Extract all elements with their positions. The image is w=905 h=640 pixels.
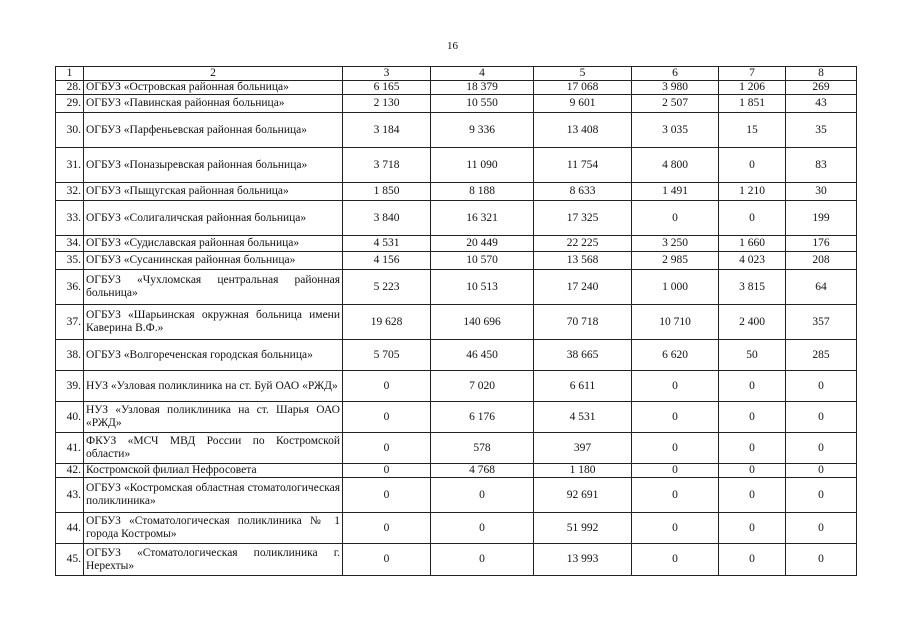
row-number: 30. bbox=[56, 113, 84, 148]
row-number: 37. bbox=[56, 305, 84, 340]
value-col-4: 46 450 bbox=[431, 340, 534, 371]
table-row bbox=[56, 183, 857, 201]
organization-name: ОГБУЗ «Волгореченская городская больница» bbox=[84, 340, 343, 371]
organization-name: ОГБУЗ «Парфеньевская районная больница» bbox=[84, 113, 343, 148]
value-col-8: 0 bbox=[786, 513, 857, 544]
row-number: 36. bbox=[56, 270, 84, 305]
value-col-8: 176 bbox=[786, 236, 857, 252]
value-col-3: 5 705 bbox=[343, 340, 431, 371]
table-row bbox=[56, 81, 857, 95]
value-col-5: 6 611 bbox=[534, 371, 632, 402]
value-col-8: 285 bbox=[786, 340, 857, 371]
value-col-8: 0 bbox=[786, 544, 857, 576]
organization-name: ОГБУЗ «Пыщугская районная больница» bbox=[84, 183, 343, 201]
table-row bbox=[56, 464, 857, 478]
value-col-5: 70 718 bbox=[534, 305, 632, 340]
value-col-8: 35 bbox=[786, 113, 857, 148]
value-col-4: 578 bbox=[431, 433, 534, 464]
row-number: 43. bbox=[56, 478, 84, 513]
value-col-5: 51 992 bbox=[534, 513, 632, 544]
value-col-5: 1 180 bbox=[534, 464, 632, 478]
value-col-4: 10 550 bbox=[431, 95, 534, 113]
table-row bbox=[56, 478, 857, 513]
value-col-4: 10 513 bbox=[431, 270, 534, 305]
value-col-4: 0 bbox=[431, 513, 534, 544]
value-col-7: 1 210 bbox=[719, 183, 786, 201]
table-row bbox=[56, 252, 857, 270]
table-row bbox=[56, 340, 857, 371]
value-col-6: 3 250 bbox=[632, 236, 719, 252]
value-col-3: 0 bbox=[343, 433, 431, 464]
value-col-7: 15 bbox=[719, 113, 786, 148]
value-col-5: 13 408 bbox=[534, 113, 632, 148]
value-col-8: 30 bbox=[786, 183, 857, 201]
table-row bbox=[56, 95, 857, 113]
value-col-5: 13 993 bbox=[534, 544, 632, 576]
table-row bbox=[56, 544, 857, 576]
page-number: 16 bbox=[447, 40, 458, 52]
value-col-3: 0 bbox=[343, 464, 431, 478]
value-col-6: 1 000 bbox=[632, 270, 719, 305]
value-col-7: 2 400 bbox=[719, 305, 786, 340]
row-number: 29. bbox=[56, 95, 84, 113]
organization-name: ОГБУЗ «Островская районная больница» bbox=[84, 81, 343, 95]
value-col-6: 0 bbox=[632, 402, 719, 433]
row-number: 42. bbox=[56, 464, 84, 478]
value-col-7: 0 bbox=[719, 402, 786, 433]
value-col-5: 17 325 bbox=[534, 201, 632, 236]
value-col-5: 9 601 bbox=[534, 95, 632, 113]
value-col-8: 0 bbox=[786, 478, 857, 513]
value-col-8: 83 bbox=[786, 148, 857, 183]
row-number: 44. bbox=[56, 513, 84, 544]
header-cell: 3 bbox=[343, 67, 431, 81]
value-col-4: 10 570 bbox=[431, 252, 534, 270]
row-number: 32. bbox=[56, 183, 84, 201]
value-col-8: 43 bbox=[786, 95, 857, 113]
table-row bbox=[56, 201, 857, 236]
value-col-7: 0 bbox=[719, 464, 786, 478]
value-col-6: 3 035 bbox=[632, 113, 719, 148]
table-row bbox=[56, 236, 857, 252]
value-col-7: 0 bbox=[719, 513, 786, 544]
value-col-7: 1 206 bbox=[719, 81, 786, 95]
table-row bbox=[56, 371, 857, 402]
row-number: 34. bbox=[56, 236, 84, 252]
row-number: 38. bbox=[56, 340, 84, 371]
organization-name: ОГБУЗ «Павинская районная больница» bbox=[84, 95, 343, 113]
value-col-3: 1 850 bbox=[343, 183, 431, 201]
header-cell: 5 bbox=[534, 67, 632, 81]
value-col-8: 269 bbox=[786, 81, 857, 95]
value-col-6: 1 491 bbox=[632, 183, 719, 201]
organization-name: ФКУЗ «МСЧ МВД России по Костромской области» bbox=[84, 433, 343, 464]
value-col-5: 397 bbox=[534, 433, 632, 464]
row-number: 39. bbox=[56, 371, 84, 402]
organization-name: ОГБУЗ «Сусанинская районная больница» bbox=[84, 252, 343, 270]
value-col-5: 92 691 bbox=[534, 478, 632, 513]
value-col-3: 5 223 bbox=[343, 270, 431, 305]
value-col-4: 0 bbox=[431, 544, 534, 576]
value-col-3: 0 bbox=[343, 478, 431, 513]
value-col-5: 13 568 bbox=[534, 252, 632, 270]
header-row bbox=[56, 67, 857, 81]
value-col-7: 3 815 bbox=[719, 270, 786, 305]
value-col-5: 4 531 bbox=[534, 402, 632, 433]
organization-name: ОГБУЗ «Костромская областная стоматологическая поликлиника» bbox=[84, 478, 343, 513]
value-col-3: 4 531 bbox=[343, 236, 431, 252]
row-number: 41. bbox=[56, 433, 84, 464]
value-col-7: 0 bbox=[719, 148, 786, 183]
value-col-6: 2 985 bbox=[632, 252, 719, 270]
value-col-3: 0 bbox=[343, 371, 431, 402]
organization-name: ОГБУЗ «Судиславская районная больница» bbox=[84, 236, 343, 252]
value-col-8: 0 bbox=[786, 402, 857, 433]
value-col-6: 2 507 bbox=[632, 95, 719, 113]
value-col-4: 6 176 bbox=[431, 402, 534, 433]
organization-name: ОГБУЗ «Поназыревская районная больница» bbox=[84, 148, 343, 183]
value-col-8: 208 bbox=[786, 252, 857, 270]
value-col-7: 0 bbox=[719, 478, 786, 513]
value-col-5: 8 633 bbox=[534, 183, 632, 201]
organization-name: НУЗ «Узловая поликлиника на ст. Буй ОАО «РЖД» bbox=[84, 371, 343, 402]
value-col-3: 4 156 bbox=[343, 252, 431, 270]
value-col-8: 64 bbox=[786, 270, 857, 305]
value-col-3: 19 628 bbox=[343, 305, 431, 340]
value-col-4: 20 449 bbox=[431, 236, 534, 252]
header-cell: 7 bbox=[719, 67, 786, 81]
value-col-7: 0 bbox=[719, 544, 786, 576]
organization-name: НУЗ «Узловая поликлиника на ст. Шарья ОАО «РЖД» bbox=[84, 402, 343, 433]
header-cell: 8 bbox=[786, 67, 857, 81]
value-col-4: 18 379 bbox=[431, 81, 534, 95]
organization-name: ОГБУЗ «Стоматологическая поликлиника № 1 города Костромы» bbox=[84, 513, 343, 544]
value-col-3: 0 bbox=[343, 513, 431, 544]
table-row bbox=[56, 270, 857, 305]
value-col-8: 357 bbox=[786, 305, 857, 340]
value-col-6: 10 710 bbox=[632, 305, 719, 340]
organization-name: ОГБУЗ «Шарьинская окружная больница имени Каверина В.Ф.» bbox=[84, 305, 343, 340]
value-col-4: 8 188 bbox=[431, 183, 534, 201]
value-col-4: 0 bbox=[431, 478, 534, 513]
value-col-7: 0 bbox=[719, 433, 786, 464]
value-col-4: 4 768 bbox=[431, 464, 534, 478]
header-cell: 1 bbox=[56, 67, 84, 81]
value-col-4: 9 336 bbox=[431, 113, 534, 148]
header-cell: 2 bbox=[84, 67, 343, 81]
value-col-7: 1 660 bbox=[719, 236, 786, 252]
value-col-7: 0 bbox=[719, 371, 786, 402]
value-col-6: 0 bbox=[632, 478, 719, 513]
header-cell: 6 bbox=[632, 67, 719, 81]
value-col-6: 0 bbox=[632, 513, 719, 544]
data-table bbox=[55, 66, 857, 576]
table-row bbox=[56, 433, 857, 464]
table-row bbox=[56, 113, 857, 148]
organization-name: Костромской филиал Нефросовета bbox=[84, 464, 343, 478]
value-col-6: 4 800 bbox=[632, 148, 719, 183]
organization-name: ОГБУЗ «Чухломская центральная районная больница» bbox=[84, 270, 343, 305]
value-col-5: 38 665 bbox=[534, 340, 632, 371]
value-col-5: 22 225 bbox=[534, 236, 632, 252]
value-col-8: 199 bbox=[786, 201, 857, 236]
value-col-5: 17 240 bbox=[534, 270, 632, 305]
value-col-4: 7 020 bbox=[431, 371, 534, 402]
value-col-3: 3 184 bbox=[343, 113, 431, 148]
value-col-7: 4 023 bbox=[719, 252, 786, 270]
table-row bbox=[56, 513, 857, 544]
value-col-3: 0 bbox=[343, 402, 431, 433]
table-row bbox=[56, 148, 857, 183]
value-col-8: 0 bbox=[786, 464, 857, 478]
value-col-7: 0 bbox=[719, 201, 786, 236]
table-row bbox=[56, 402, 857, 433]
value-col-6: 0 bbox=[632, 544, 719, 576]
value-col-5: 11 754 bbox=[534, 148, 632, 183]
value-col-6: 0 bbox=[632, 464, 719, 478]
table-row bbox=[56, 305, 857, 340]
value-col-4: 140 696 bbox=[431, 305, 534, 340]
row-number: 28. bbox=[56, 81, 84, 95]
value-col-8: 0 bbox=[786, 433, 857, 464]
value-col-3: 0 bbox=[343, 544, 431, 576]
value-col-5: 17 068 bbox=[534, 81, 632, 95]
value-col-4: 11 090 bbox=[431, 148, 534, 183]
value-col-6: 6 620 bbox=[632, 340, 719, 371]
value-col-8: 0 bbox=[786, 371, 857, 402]
value-col-6: 3 980 bbox=[632, 81, 719, 95]
organization-name: ОГБУЗ «Стоматологическая поликлиника г. Нерехты» bbox=[84, 544, 343, 576]
row-number: 35. bbox=[56, 252, 84, 270]
value-col-3: 2 130 bbox=[343, 95, 431, 113]
row-number: 40. bbox=[56, 402, 84, 433]
value-col-7: 1 851 bbox=[719, 95, 786, 113]
row-number: 33. bbox=[56, 201, 84, 236]
value-col-3: 3 840 bbox=[343, 201, 431, 236]
row-number: 45. bbox=[56, 544, 84, 576]
value-col-4: 16 321 bbox=[431, 201, 534, 236]
organization-name: ОГБУЗ «Солигаличская районная больница» bbox=[84, 201, 343, 236]
value-col-6: 0 bbox=[632, 433, 719, 464]
value-col-6: 0 bbox=[632, 371, 719, 402]
value-col-6: 0 bbox=[632, 201, 719, 236]
row-number: 31. bbox=[56, 148, 84, 183]
value-col-3: 6 165 bbox=[343, 81, 431, 95]
value-col-3: 3 718 bbox=[343, 148, 431, 183]
header-cell: 4 bbox=[431, 67, 534, 81]
value-col-7: 50 bbox=[719, 340, 786, 371]
